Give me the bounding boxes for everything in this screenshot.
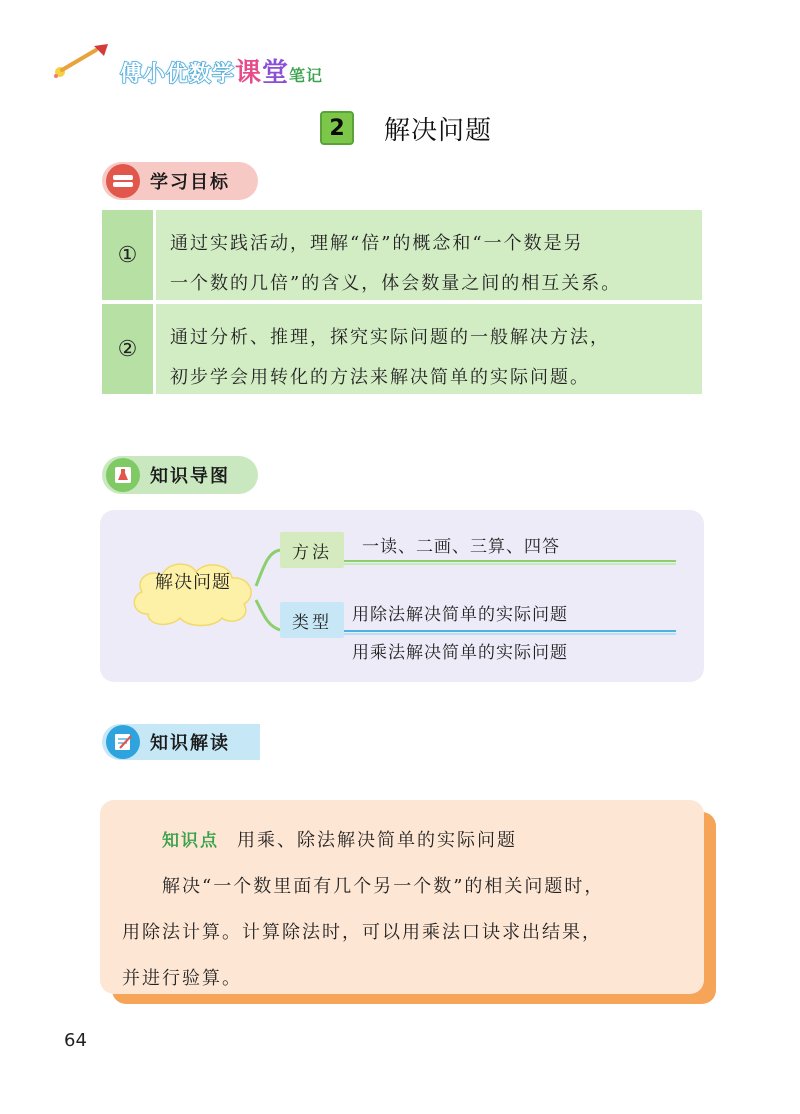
page-number: 64 — [64, 1030, 87, 1051]
method-label: 方法 — [280, 532, 344, 568]
goal-line: 通过分析、推理，探究实际问题的一般解决方法， — [170, 327, 610, 348]
tag-label: 知识解读 — [150, 733, 230, 754]
book-icon — [106, 164, 140, 198]
goal-number: ① — [102, 210, 156, 300]
goal-line: 一个数的几倍”的含义，体会数量之间的相互关系。 — [170, 273, 622, 294]
tag-learning-goals — [102, 162, 258, 200]
tag-label: 学习目标 — [150, 172, 230, 193]
logo-text — [120, 52, 323, 89]
section-heading — [320, 108, 492, 148]
knowledge-box — [100, 800, 704, 994]
method-underline — [344, 560, 676, 562]
tag-knowledge-map — [102, 456, 258, 494]
method-text: 一读、二画、三算、四答 — [362, 537, 560, 557]
goals-table — [102, 210, 702, 398]
goal-row — [102, 304, 702, 398]
paintbrush-icon — [50, 42, 110, 82]
brand-logo — [50, 42, 324, 88]
goal-row — [102, 210, 702, 304]
flask-icon — [106, 458, 140, 492]
logo-part-3: 堂 — [262, 58, 290, 88]
knowledge-line: 并进行验算。 — [122, 968, 242, 989]
knowledge-point-heading — [122, 818, 690, 864]
knowledge-line: 解决“一个数里面有几个另一个数”的相关问题时， — [162, 876, 605, 897]
notepad-icon — [106, 725, 140, 759]
section-title: 解决问题 — [384, 115, 493, 146]
goal-number: ② — [102, 304, 156, 394]
tag-knowledge-explain — [102, 724, 260, 760]
knowledge-point-title: 用乘、除法解决简单的实际问题 — [237, 830, 517, 851]
type-underline — [344, 630, 676, 632]
goal-line: 通过实践活动，理解“倍”的概念和“一个数是另 — [170, 233, 584, 254]
knowledge-line: 用除法计算。计算除法时，可以用乘法口诀求出结果， — [122, 922, 602, 943]
logo-part-4: 笔记 — [289, 66, 324, 85]
goal-text — [156, 304, 702, 394]
logo-part-2: 课 — [235, 58, 263, 88]
goal-text — [156, 210, 702, 300]
mind-map — [100, 510, 704, 682]
type-item: 用乘法解决简单的实际问题 — [352, 643, 568, 663]
tag-label: 知识导图 — [150, 466, 230, 487]
knowledge-point-label: 知识点 — [162, 831, 219, 851]
logo-part-1: 傅小优数学 — [120, 62, 236, 87]
type-label: 类型 — [280, 602, 344, 638]
type-item: 用除法解决简单的实际问题 — [352, 605, 568, 625]
mind-map-center: 解决问题 — [155, 572, 231, 593]
goal-line: 初步学会用转化的方法来解决简单的实际问题。 — [170, 367, 590, 388]
section-number: 2 — [320, 111, 354, 145]
